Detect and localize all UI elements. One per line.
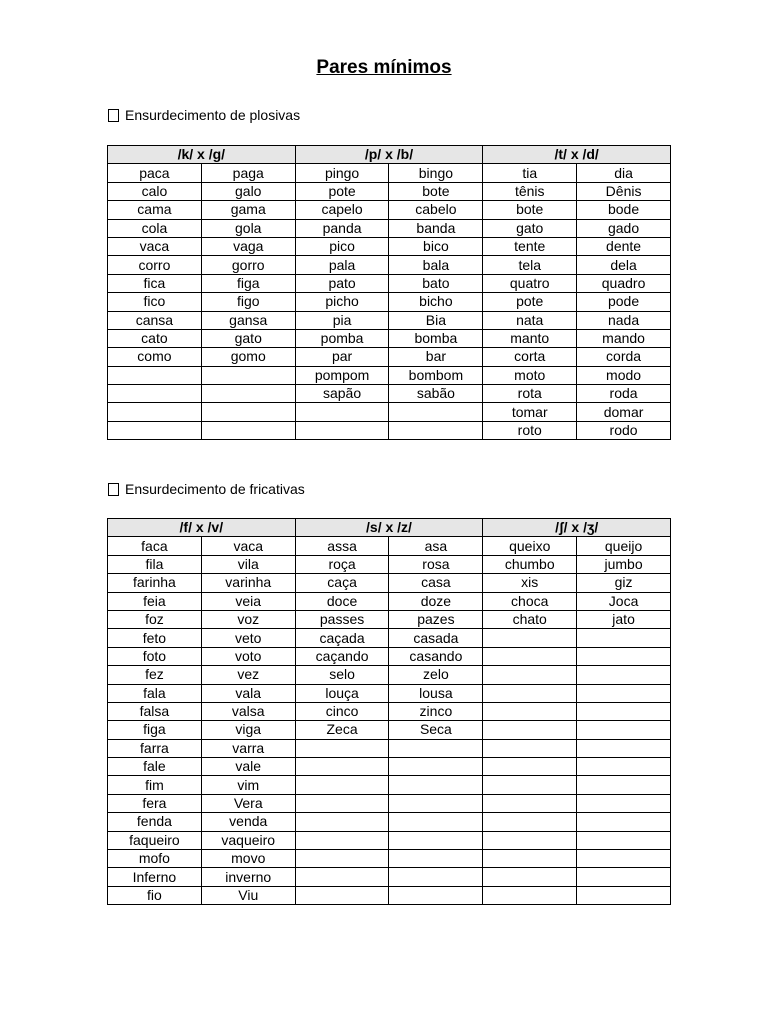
table-cell: pode	[577, 293, 671, 311]
table-cell	[577, 850, 671, 868]
table-cell: vaca	[108, 237, 202, 255]
table-cell: caça	[295, 574, 389, 592]
table-row	[108, 776, 671, 794]
table-cell	[201, 385, 295, 403]
table-cell	[295, 403, 389, 421]
table-cell: farinha	[108, 574, 202, 592]
table-row	[108, 201, 671, 219]
table-cell: galo	[201, 182, 295, 200]
table-cell: jato	[577, 610, 671, 628]
table-cell: pingo	[295, 164, 389, 182]
table-cell: casa	[389, 574, 483, 592]
table-cell	[389, 421, 483, 439]
table-cell	[389, 813, 483, 831]
table-cell: rosa	[389, 555, 483, 573]
section-heading-label: Ensurdecimento de plosivas	[125, 107, 301, 123]
table-cell	[295, 886, 389, 904]
table-cell: cabelo	[389, 201, 483, 219]
table-cell: tomar	[483, 403, 577, 421]
table-row	[108, 721, 671, 739]
table-cell: veia	[201, 592, 295, 610]
table-cell	[201, 421, 295, 439]
table-cell	[483, 721, 577, 739]
table-cell	[389, 739, 483, 757]
table-cell: gorro	[201, 256, 295, 274]
table-header-row	[108, 519, 671, 537]
table-cell: roda	[577, 385, 671, 403]
table-row	[108, 219, 671, 237]
column-header: /s/ x /z/	[295, 519, 483, 537]
table-row	[108, 758, 671, 776]
table-cell: Zeca	[295, 721, 389, 739]
table-cell: mofo	[108, 850, 202, 868]
table-row	[108, 684, 671, 702]
table-cell: paga	[201, 164, 295, 182]
table-cell: viga	[201, 721, 295, 739]
table-cell: fale	[108, 758, 202, 776]
table-row	[108, 311, 671, 329]
table-cell	[108, 421, 202, 439]
table-cell: sabão	[389, 385, 483, 403]
table-row	[108, 666, 671, 684]
column-header: /ʃ/ x /ʒ/	[483, 519, 671, 537]
table-row	[108, 237, 671, 255]
table-cell	[483, 647, 577, 665]
table-row	[108, 794, 671, 812]
table-cell	[389, 831, 483, 849]
table-row	[108, 274, 671, 292]
table-cell: gomo	[201, 348, 295, 366]
table-row	[108, 831, 671, 849]
table-cell: fenda	[108, 813, 202, 831]
table-cell: corro	[108, 256, 202, 274]
table-row	[108, 366, 671, 384]
table-cell: figa	[108, 721, 202, 739]
table-cell: pote	[295, 182, 389, 200]
table-cell: zinco	[389, 702, 483, 720]
table-cell: fila	[108, 555, 202, 573]
table-cell	[389, 794, 483, 812]
table-cell	[577, 794, 671, 812]
section-heading-plosivas	[108, 107, 300, 123]
table-row	[108, 868, 671, 886]
minimal-pairs-table-fricativas	[107, 518, 671, 905]
table-cell: cato	[108, 329, 202, 347]
table-row	[108, 164, 671, 182]
table-cell: cinco	[295, 702, 389, 720]
table-cell	[483, 776, 577, 794]
minimal-pairs-table-plosivas	[107, 145, 671, 440]
table-cell	[483, 850, 577, 868]
table-cell	[483, 813, 577, 831]
table-cell: choca	[483, 592, 577, 610]
table-cell: movo	[201, 850, 295, 868]
table-cell: fim	[108, 776, 202, 794]
table-cell	[577, 758, 671, 776]
table-cell: lousa	[389, 684, 483, 702]
section-heading-fricativas	[108, 481, 305, 497]
table-cell: calo	[108, 182, 202, 200]
table-cell: cansa	[108, 311, 202, 329]
table-cell: tela	[483, 256, 577, 274]
table-cell: Seca	[389, 721, 483, 739]
table-row	[108, 256, 671, 274]
table-cell: casada	[389, 629, 483, 647]
table-cell: rota	[483, 385, 577, 403]
table-cell: vaga	[201, 237, 295, 255]
table-cell: passes	[295, 610, 389, 628]
table-row	[108, 629, 671, 647]
table-cell: louça	[295, 684, 389, 702]
table-cell: figa	[201, 274, 295, 292]
table-cell	[483, 629, 577, 647]
table-cell: doze	[389, 592, 483, 610]
table-cell: vala	[201, 684, 295, 702]
table-cell: inverno	[201, 868, 295, 886]
table-cell: par	[295, 348, 389, 366]
table-cell: vez	[201, 666, 295, 684]
column-header: /f/ x /v/	[108, 519, 296, 537]
table-cell: Viu	[201, 886, 295, 904]
table-cell	[108, 403, 202, 421]
table-cell: valsa	[201, 702, 295, 720]
table-cell: mando	[577, 329, 671, 347]
column-header: /p/ x /b/	[295, 146, 483, 164]
table-cell: vim	[201, 776, 295, 794]
table-cell: voto	[201, 647, 295, 665]
table-cell	[577, 831, 671, 849]
table-cell	[389, 850, 483, 868]
table-cell: dente	[577, 237, 671, 255]
table-cell: bode	[577, 201, 671, 219]
section-heading-label: Ensurdecimento de fricativas	[125, 481, 305, 497]
table-cell: faqueiro	[108, 831, 202, 849]
table-cell	[295, 739, 389, 757]
table-cell	[295, 813, 389, 831]
column-header: /t/ x /d/	[483, 146, 671, 164]
table-cell: como	[108, 348, 202, 366]
table-cell	[577, 813, 671, 831]
table-cell: domar	[577, 403, 671, 421]
table-cell: varra	[201, 739, 295, 757]
table-cell: xis	[483, 574, 577, 592]
table-row	[108, 403, 671, 421]
table-cell	[483, 758, 577, 776]
table-row	[108, 850, 671, 868]
table-cell: queijo	[577, 537, 671, 555]
table-cell	[389, 758, 483, 776]
table-cell: banda	[389, 219, 483, 237]
table-cell: falsa	[108, 702, 202, 720]
table-cell	[577, 684, 671, 702]
table-cell: varinha	[201, 574, 295, 592]
table-cell: tente	[483, 237, 577, 255]
table-row	[108, 610, 671, 628]
table-cell	[389, 776, 483, 794]
table-cell: gama	[201, 201, 295, 219]
table-cell: casando	[389, 647, 483, 665]
table-cell: feia	[108, 592, 202, 610]
table-cell	[483, 831, 577, 849]
table-cell: foz	[108, 610, 202, 628]
table-cell	[295, 421, 389, 439]
table-row	[108, 702, 671, 720]
table-cell: selo	[295, 666, 389, 684]
table-cell	[108, 366, 202, 384]
table-cell: bote	[483, 201, 577, 219]
table-cell: corda	[577, 348, 671, 366]
table-cell: chumbo	[483, 555, 577, 573]
table-cell: chato	[483, 610, 577, 628]
table-cell	[483, 739, 577, 757]
table-cell: cama	[108, 201, 202, 219]
table-cell	[577, 739, 671, 757]
table-cell	[483, 666, 577, 684]
table-cell: zelo	[389, 666, 483, 684]
table-row	[108, 421, 671, 439]
table-cell: vaqueiro	[201, 831, 295, 849]
table-cell: bar	[389, 348, 483, 366]
table-row	[108, 385, 671, 403]
table-cell: manto	[483, 329, 577, 347]
table-cell: fica	[108, 274, 202, 292]
table-cell: queixo	[483, 537, 577, 555]
table-cell: roça	[295, 555, 389, 573]
table-cell: bicho	[389, 293, 483, 311]
table-cell: quatro	[483, 274, 577, 292]
table-cell	[483, 794, 577, 812]
table-cell: vaca	[201, 537, 295, 555]
table-cell	[295, 758, 389, 776]
table-cell: nada	[577, 311, 671, 329]
table-cell: pazes	[389, 610, 483, 628]
table-row	[108, 555, 671, 573]
table-cell: fico	[108, 293, 202, 311]
table-cell: capelo	[295, 201, 389, 219]
table-cell: figo	[201, 293, 295, 311]
table-cell: pompom	[295, 366, 389, 384]
table-cell: voz	[201, 610, 295, 628]
table-cell: bala	[389, 256, 483, 274]
checkbox-icon	[108, 483, 119, 496]
table-cell	[577, 647, 671, 665]
table-cell: caçando	[295, 647, 389, 665]
table-cell: assa	[295, 537, 389, 555]
table-cell	[483, 868, 577, 886]
table-cell: Joca	[577, 592, 671, 610]
table-row	[108, 537, 671, 555]
table-cell: bomba	[389, 329, 483, 347]
table-cell: dela	[577, 256, 671, 274]
table-cell: fio	[108, 886, 202, 904]
table-cell: modo	[577, 366, 671, 384]
table-cell: panda	[295, 219, 389, 237]
table-cell	[577, 629, 671, 647]
table-cell	[483, 702, 577, 720]
table-row	[108, 574, 671, 592]
table-cell: fera	[108, 794, 202, 812]
table-cell	[201, 403, 295, 421]
table-cell	[577, 868, 671, 886]
table-cell: Vera	[201, 794, 295, 812]
table-cell: pico	[295, 237, 389, 255]
table-cell: farra	[108, 739, 202, 757]
table-cell: bombom	[389, 366, 483, 384]
table-row	[108, 592, 671, 610]
table-cell: quadro	[577, 274, 671, 292]
table-cell	[295, 868, 389, 886]
table-cell: doce	[295, 592, 389, 610]
table-row	[108, 739, 671, 757]
table-cell: pala	[295, 256, 389, 274]
table-row	[108, 293, 671, 311]
table-header-row	[108, 146, 671, 164]
table-cell: pia	[295, 311, 389, 329]
table-cell	[483, 684, 577, 702]
table-row	[108, 813, 671, 831]
table-cell	[389, 868, 483, 886]
table-cell: bingo	[389, 164, 483, 182]
table-cell: sapão	[295, 385, 389, 403]
table-cell: pato	[295, 274, 389, 292]
table-cell: bico	[389, 237, 483, 255]
table-cell: pomba	[295, 329, 389, 347]
table-cell: gado	[577, 219, 671, 237]
table-row	[108, 329, 671, 347]
table-cell	[389, 403, 483, 421]
table-cell: faca	[108, 537, 202, 555]
table-cell	[295, 850, 389, 868]
table-cell	[108, 385, 202, 403]
table-cell: bote	[389, 182, 483, 200]
table-cell: rodo	[577, 421, 671, 439]
table-cell: venda	[201, 813, 295, 831]
table-cell: Bia	[389, 311, 483, 329]
table-cell: asa	[389, 537, 483, 555]
page-title: Pares mínimos	[316, 57, 452, 78]
table-cell	[577, 886, 671, 904]
table-cell: paca	[108, 164, 202, 182]
table-cell: tia	[483, 164, 577, 182]
table-cell: picho	[295, 293, 389, 311]
table-cell: fez	[108, 666, 202, 684]
table-cell: jumbo	[577, 555, 671, 573]
table-cell: moto	[483, 366, 577, 384]
table-cell	[389, 886, 483, 904]
table-cell	[295, 794, 389, 812]
table-cell: dia	[577, 164, 671, 182]
table-row	[108, 348, 671, 366]
table-cell: caçada	[295, 629, 389, 647]
table-cell: vale	[201, 758, 295, 776]
table-cell	[577, 666, 671, 684]
table-cell: gato	[201, 329, 295, 347]
table-cell: Inferno	[108, 868, 202, 886]
table-cell: gola	[201, 219, 295, 237]
table-cell: vila	[201, 555, 295, 573]
table-cell: Dênis	[577, 182, 671, 200]
table-cell: foto	[108, 647, 202, 665]
table-row	[108, 886, 671, 904]
table-cell: gansa	[201, 311, 295, 329]
table-cell: pote	[483, 293, 577, 311]
table-cell	[577, 776, 671, 794]
table-cell: roto	[483, 421, 577, 439]
table-row	[108, 182, 671, 200]
table-cell: fala	[108, 684, 202, 702]
checkbox-icon	[108, 109, 119, 122]
column-header: /k/ x /g/	[108, 146, 296, 164]
table-cell: bato	[389, 274, 483, 292]
table-row	[108, 647, 671, 665]
table-cell: veto	[201, 629, 295, 647]
table-cell	[201, 366, 295, 384]
table-cell: corta	[483, 348, 577, 366]
table-cell	[295, 776, 389, 794]
table-cell: giz	[577, 574, 671, 592]
table-cell	[577, 702, 671, 720]
table-cell: gato	[483, 219, 577, 237]
table-cell: cola	[108, 219, 202, 237]
table-cell	[577, 721, 671, 739]
table-cell	[295, 831, 389, 849]
table-cell: tênis	[483, 182, 577, 200]
table-cell	[483, 886, 577, 904]
table-cell: feto	[108, 629, 202, 647]
table-cell: nata	[483, 311, 577, 329]
